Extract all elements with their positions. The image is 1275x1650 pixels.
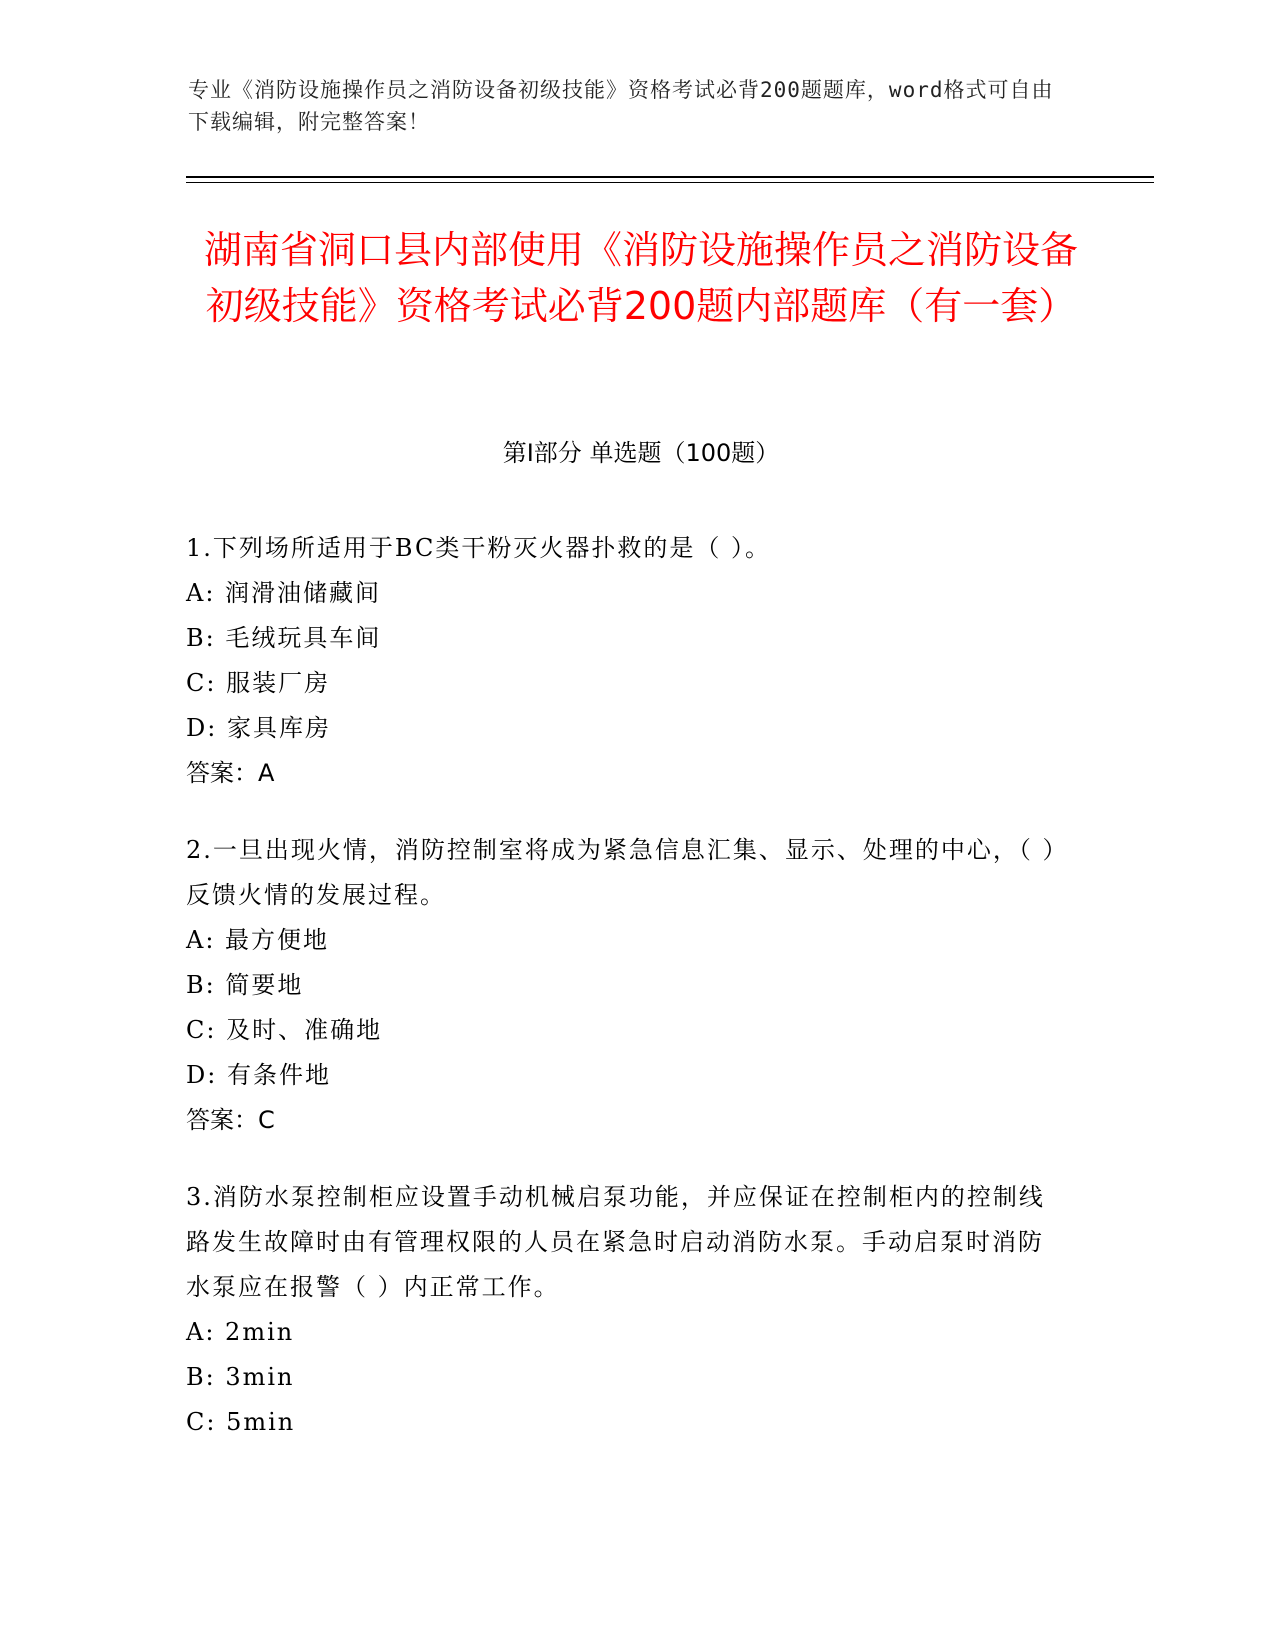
option-b: B: 毛绒玩具车间	[186, 624, 382, 652]
option-b: B: 简要地	[186, 971, 304, 999]
question-stem: 2.一旦出现火情，消防控制室将成为紧急信息汇集、显示、处理的中心，（ ）反馈火情的发展过程。	[186, 836, 1057, 909]
option-d: D: 有条件地	[186, 1061, 331, 1089]
section-heading: 第I部分 单选题（100题）	[502, 439, 780, 467]
option-a: A: 润滑油储藏间	[186, 579, 382, 607]
option-c: C: 及时、准确地	[186, 1016, 383, 1044]
option-a: A: 2min	[186, 1318, 295, 1346]
document-title: 湖南省洞口县内部使用《消防设施操作员之消防设备初级技能》资格考试必背200题内部题库（有一套）	[203, 228, 1078, 328]
question-3	[186, 1175, 1066, 1445]
header-rule-thick	[186, 176, 1154, 178]
header-rule-thin	[186, 182, 1154, 183]
header-note: 专业《消防设施操作员之消防设备初级技能》资格考试必背200题题库，word格式可自由下载编辑，附完整答案！	[188, 78, 1054, 134]
option-c: C: 服装厂房	[186, 669, 331, 697]
answer: 答案：A	[186, 759, 275, 787]
question-list	[186, 526, 1066, 1477]
option-b: B: 3min	[186, 1363, 295, 1391]
question-stem: 1.下列场所适用于BC类干粉灭火器扑救的是（ ）。	[186, 534, 771, 562]
option-c: C: 5min	[186, 1408, 296, 1436]
answer: 答案：C	[186, 1106, 275, 1134]
question-1	[186, 526, 1066, 796]
question-stem: 3.消防水泵控制柜应设置手动机械启泵功能，并应保证在控制柜内的控制线路发生故障时由有管理权限的人员在紧急时启动消防水泵。手动启泵时消防水泵应在报警（ ）内正常工作。	[186, 1183, 1045, 1301]
option-d: D: 家具库房	[186, 714, 331, 742]
question-2	[186, 828, 1066, 1143]
option-a: A: 最方便地	[186, 926, 330, 954]
